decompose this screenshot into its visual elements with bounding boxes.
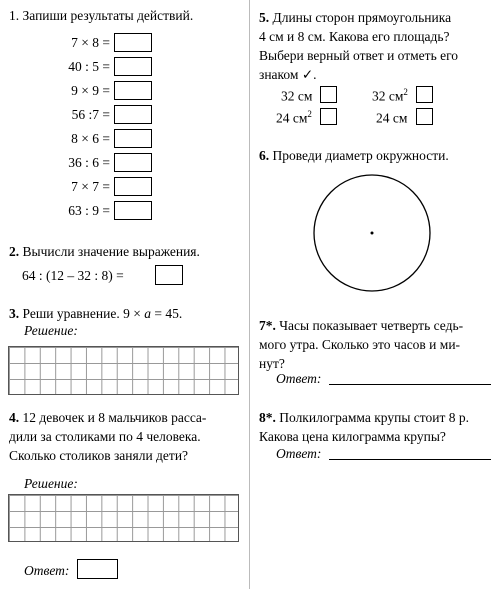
q4-text [9, 408, 206, 465]
q8-answer-label: Ответ: [276, 446, 322, 461]
q1-expression: 8 × 6 = [71, 131, 110, 146]
q6-number: 6. [259, 148, 270, 163]
q4-number: 4. [9, 410, 20, 425]
q5-option-4: 24 см [376, 110, 408, 126]
q3-text-end: = 45. [150, 306, 183, 321]
q3-number: 3. [9, 306, 20, 321]
q2-expression: 64 : (12 – 32 : 8) = [22, 268, 124, 283]
q1-expression: 36 : 6 = [68, 155, 110, 170]
q1-expression: 7 × 8 = [71, 35, 110, 50]
q7-answer-line[interactable] [329, 384, 491, 385]
q1-answer-box[interactable] [114, 33, 152, 52]
q2-heading [9, 244, 200, 260]
q1-expression: 56 :7 = [71, 107, 110, 122]
q8-answer-line[interactable] [329, 459, 491, 460]
column-divider [249, 0, 250, 589]
q4-answer-box[interactable] [77, 559, 118, 579]
q3-variable: a [144, 306, 151, 321]
q6-heading [259, 148, 449, 164]
q5-option-1: 32 см [281, 88, 313, 104]
q4-line-2: дили за столиками по 4 человека. [9, 429, 201, 444]
q1-expression: 9 × 9 = [71, 83, 110, 98]
q2-answer-box[interactable] [155, 265, 183, 285]
q5-text [259, 8, 458, 84]
q6-text: Проведи диаметр окружности. [269, 148, 449, 163]
q2-text: Вычисли значение выражения. [22, 244, 200, 259]
q1-answer-box[interactable] [114, 105, 152, 124]
q7-line-3: нут? [259, 356, 285, 371]
q5-line-3: Выбери верный ответ и отметь его [259, 48, 459, 63]
q1-answer-box[interactable] [114, 57, 152, 76]
q5-line-4: знаком ✓. [259, 67, 317, 82]
circle-center-dot [371, 232, 374, 235]
q6-circle-figure[interactable] [312, 172, 432, 292]
q4-solution-grid[interactable] [8, 494, 239, 542]
q7-number: 7*. [259, 318, 276, 333]
q5-number: 5. [259, 10, 270, 25]
q4-line-1: 12 девочек и 8 мальчиков рассa- [22, 410, 207, 425]
q1-number: 1. [9, 8, 20, 23]
q1-answer-box[interactable] [114, 177, 152, 196]
q8-text [259, 408, 469, 446]
q1-answer-box[interactable] [114, 153, 152, 172]
q1-expression: 40 : 5 = [68, 59, 110, 74]
q4-solution-label: Решение: [24, 476, 78, 491]
q5-option-1-checkbox[interactable] [320, 86, 337, 103]
q3-text: Реши уравнение. 9 × [22, 306, 145, 321]
q8-line-1: Полкилограмма крупы стоит 8 р. [275, 410, 469, 425]
q5-option-3: 24 $см^2$ [276, 109, 312, 126]
q5-option-3-checkbox[interactable] [320, 108, 337, 125]
q5-line-1: Длины сторон прямоугольника [269, 10, 452, 25]
q4-line-3: Сколько столиков заняли дети? [9, 448, 189, 463]
q4-answer-label: Ответ: [24, 563, 70, 578]
q8-number: 8*. [259, 410, 276, 425]
q3-solution-grid[interactable] [8, 346, 239, 395]
q1-answer-box[interactable] [114, 129, 152, 148]
q7-line-2: мого утра. Сколько это часов и ми- [259, 337, 461, 352]
q1-expression: 7 × 7 = [71, 179, 110, 194]
q7-answer-label: Ответ: [276, 371, 322, 386]
q1-answer-box[interactable] [114, 81, 152, 100]
q7-text [259, 316, 463, 373]
q1-answer-box[interactable] [114, 201, 152, 220]
q5-option-2-checkbox[interactable] [416, 86, 433, 103]
q5-option-4-checkbox[interactable] [416, 108, 433, 125]
q5-line-2: 4 см и 8 см. Какова его площадь? [259, 29, 450, 44]
q5-option-2: 32 $см^2$ [372, 87, 408, 104]
q1-expression: 63 : 9 = [68, 203, 110, 218]
q2-number: 2. [9, 244, 20, 259]
q8-line-2: Какова цена килограмма крупы? [259, 429, 446, 444]
q1-heading [9, 8, 193, 24]
q3-heading [9, 306, 182, 322]
q7-line-1: Часы показывает четверть седь- [275, 318, 464, 333]
q3-solution-label: Решение: [24, 323, 78, 338]
q1-text: Запиши результаты действий. [22, 8, 194, 23]
